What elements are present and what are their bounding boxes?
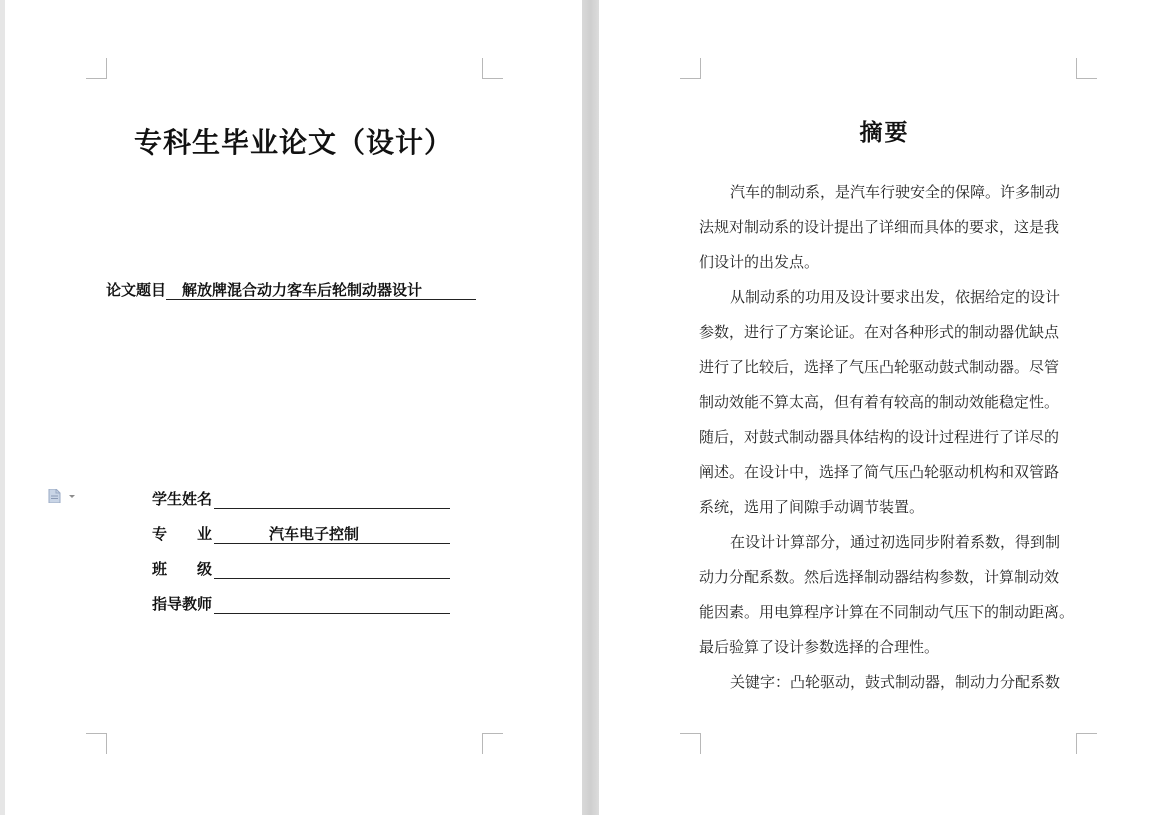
margin-corner-top-right: [1076, 58, 1097, 79]
abstract-line: 能因素。用电算程序计算在不同制动气压下的制动距离。: [699, 603, 1075, 621]
abstract-line: 进行了比较后，选择了气压凸轮驱动鼓式制动器。尽管: [699, 358, 1060, 376]
abstract-line: 随后，对鼓式制动器具体结构的设计过程进行了详尽的: [699, 428, 1060, 446]
abstract-line: 们设计的出发点。: [699, 253, 820, 271]
margin-corner-bottom-right: [1076, 733, 1097, 754]
field-class: [152, 558, 450, 579]
topic-row: [106, 279, 476, 300]
abstract-line: 系统，选用了间隙手动调节装置。: [699, 498, 925, 516]
abstract-line: 参数，进行了方案论证。在对各种形式的制动器优缺点: [699, 323, 1060, 341]
field-label: 指导教师: [152, 595, 213, 613]
field-label: 学生姓名: [152, 490, 213, 508]
class-value[interactable]: [214, 578, 450, 579]
margin-corner-top-left: [86, 58, 107, 79]
abstract-title: 摘要: [859, 119, 910, 146]
topic-value[interactable]: 解放牌混合动力客车后轮制动器设计: [166, 281, 476, 300]
field-advisor: [152, 593, 450, 614]
topic-label: 论文题目: [106, 281, 167, 299]
abstract-line: 阐述。在设计中，选择了简气压凸轮驱动机构和双管路: [699, 463, 1060, 481]
abstract-line: 从制动系的功用及设计要求出发，依据给定的设计: [730, 288, 1061, 306]
abstract-line: 制动效能不算太高，但有着有较高的制动效能稳定性。: [699, 393, 1060, 411]
thesis-title: 专科生毕业论文（设计）: [133, 126, 453, 159]
major-value[interactable]: 汽车电子控制: [214, 525, 450, 544]
abstract-line: 动力分配系数。然后选择制动器结构参数，计算制动效: [699, 568, 1060, 586]
margin-corner-top-right: [482, 58, 503, 79]
advisor-value[interactable]: [214, 613, 450, 614]
margin-corner-bottom-left: [86, 733, 107, 754]
margin-corner-top-left: [680, 58, 701, 79]
abstract-body: [699, 175, 1077, 700]
abstract-line: 汽车的制动系，是汽车行驶安全的保障。许多制动: [730, 183, 1061, 201]
caret-down-icon: [69, 495, 75, 498]
page-gutter: [582, 0, 599, 815]
margin-corner-bottom-left: [680, 733, 701, 754]
abstract-line: 最后验算了设计参数选择的合理性。: [699, 638, 940, 656]
abstract-line: 在设计计算部分，通过初选同步附着系数，得到制: [730, 533, 1061, 551]
student-name-value[interactable]: [214, 508, 450, 509]
field-label: 班 级: [152, 560, 213, 578]
abstract-line: 法规对制动系的设计提出了详细而具体的要求，这是我: [699, 218, 1060, 236]
cover-page: [5, 0, 582, 815]
document-options-icon[interactable]: [48, 489, 78, 503]
field-student-name: [152, 488, 450, 509]
field-major: [152, 523, 450, 544]
abstract-page: [599, 0, 1170, 815]
field-label: 专 业: [152, 525, 213, 543]
margin-corner-bottom-right: [482, 733, 503, 754]
keywords-line: 关键字：凸轮驱动，鼓式制动器，制动力分配系数: [730, 673, 1061, 691]
